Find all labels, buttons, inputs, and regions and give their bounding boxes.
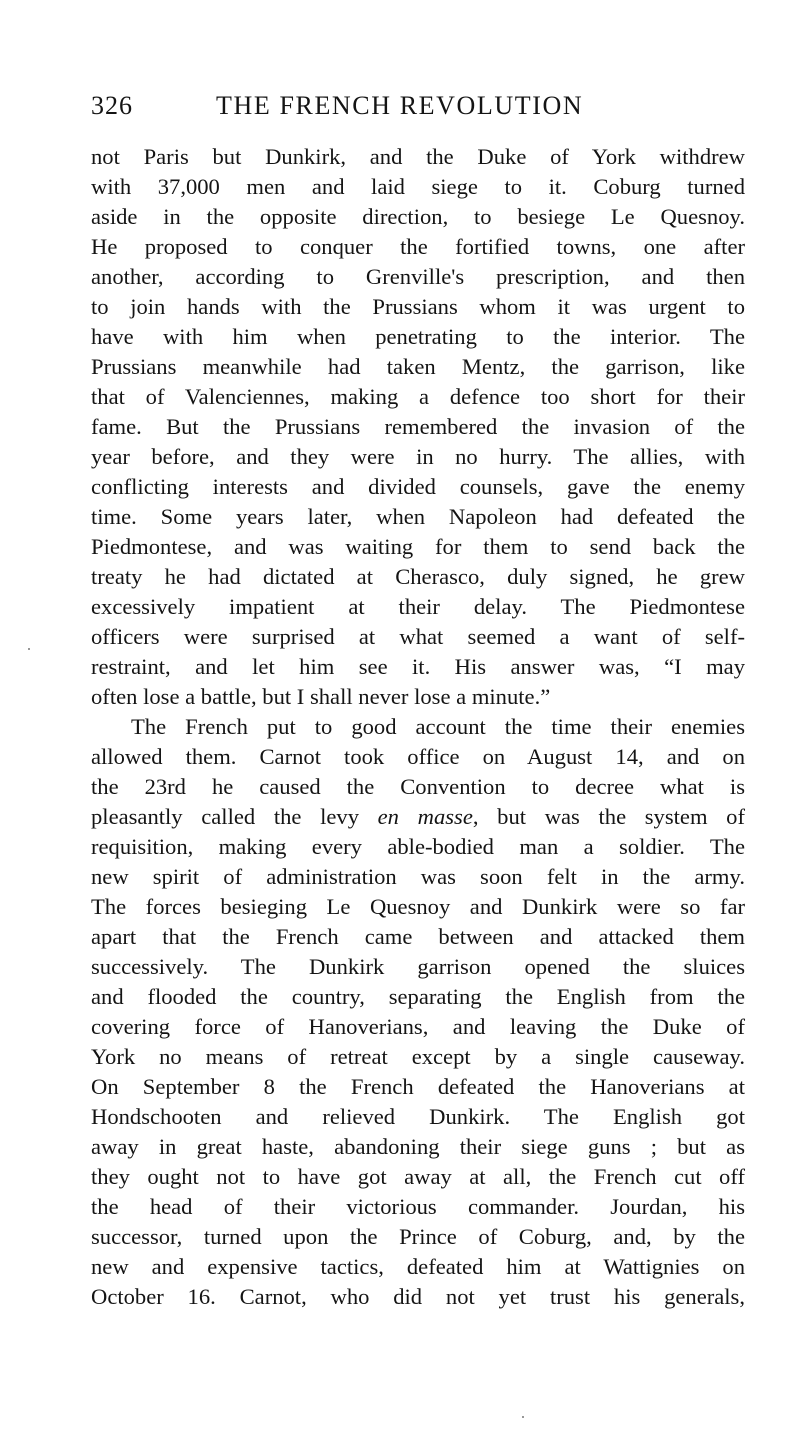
text-line: with 37,000 men and laid siege to it. Coburg turned	[91, 174, 745, 199]
running-title: THE FRENCH REVOLUTION	[216, 91, 584, 120]
text-line: On September 8 the French defeated the Hanoverians at	[91, 1074, 745, 1099]
text-line: the head of their victorious commander. Jourdan, his	[91, 1194, 745, 1219]
text-line: Piedmontese, and was waiting for them to send back the	[91, 534, 745, 559]
text-line-with-italic	[91, 802, 745, 832]
text-line: successor, turned upon the Prince of Coburg, and, by the	[91, 1224, 745, 1249]
text-line: The forces besieging Le Quesnoy and Dunkirk were so far	[91, 894, 745, 919]
text-line: requisition, making every able-bodied man a soldier. The	[91, 834, 745, 859]
text-run: , but was the system of	[472, 804, 745, 829]
text-line: to join hands with the Prussians whom it was urgent to	[91, 294, 745, 319]
text-line: York no means of retreat except by a single causeway.	[91, 1044, 745, 1069]
text-line: new and expensive tactics, defeated him at Wattignies on	[91, 1254, 745, 1279]
text-line: treaty he had dictated at Cherasco, duly signed, he grew	[91, 564, 745, 589]
text-line: Hondschooten and relieved Dunkirk. The English got	[91, 1104, 745, 1129]
body-text	[91, 142, 745, 1312]
text-line: successively. The Dunkirk garrison opened the sluices	[91, 954, 745, 979]
text-line: away in great haste, abandoning their siege guns ; but as	[91, 1134, 745, 1159]
paragraph-start-line: The French put to good account the time their enemies	[131, 714, 745, 739]
text-line: they ought not to have got away at all, the French cut off	[91, 1164, 745, 1189]
text-line: October 16. Carnot, who did not yet trust his generals,	[91, 1284, 745, 1309]
text-line: the 23rd he caused the Convention to decree what is	[91, 774, 745, 799]
text-line: apart that the French came between and attacked them	[91, 924, 745, 949]
text-run: pleasantly called the levy	[91, 804, 378, 829]
text-line: conflicting interests and divided counsels, gave the enemy	[91, 474, 745, 499]
page-number: 326	[91, 91, 133, 120]
text-line: covering force of Hanoverians, and leaving the Duke of	[91, 1014, 745, 1039]
text-line: restraint, and let him see it. His answer was, “I may	[91, 654, 745, 679]
text-line: time. Some years later, when Napoleon had defeated the	[91, 504, 745, 529]
text-line: Prussians meanwhile had taken Mentz, the garrison, like	[91, 354, 745, 379]
scan-speck	[522, 1416, 524, 1418]
text-line: that of Valenciennes, making a defence too short for their	[91, 384, 745, 409]
text-line: another, according to Grenville's prescription, and then	[91, 264, 745, 289]
text-line: He proposed to conquer the fortified towns, one after	[91, 234, 745, 259]
scan-speck	[28, 648, 30, 650]
text-line: and flooded the country, separating the English from the	[91, 984, 745, 1009]
running-head	[91, 86, 751, 126]
text-line: new spirit of administration was soon felt in the army.	[91, 864, 745, 889]
text-line: aside in the opposite direction, to besiege Le Quesnoy.	[91, 204, 745, 229]
text-line: year before, and they were in no hurry. The allies, with	[91, 444, 745, 469]
text-line: excessively impatient at their delay. The Piedmontese	[91, 594, 745, 619]
italic-phrase: en masse	[377, 804, 473, 829]
paragraph-end-line: often lose a battle, but I shall never lose a minute.”	[91, 684, 551, 709]
text-line: have with him when penetrating to the interior. The	[91, 324, 745, 349]
text-line: allowed them. Carnot took office on August 14, and on	[91, 744, 745, 769]
text-line: fame. But the Prussians remembered the invasion of the	[91, 414, 745, 439]
text-line: not Paris but Dunkirk, and the Duke of York withdrew	[91, 144, 745, 169]
text-line: officers were surprised at what seemed a want of self-	[91, 624, 745, 649]
